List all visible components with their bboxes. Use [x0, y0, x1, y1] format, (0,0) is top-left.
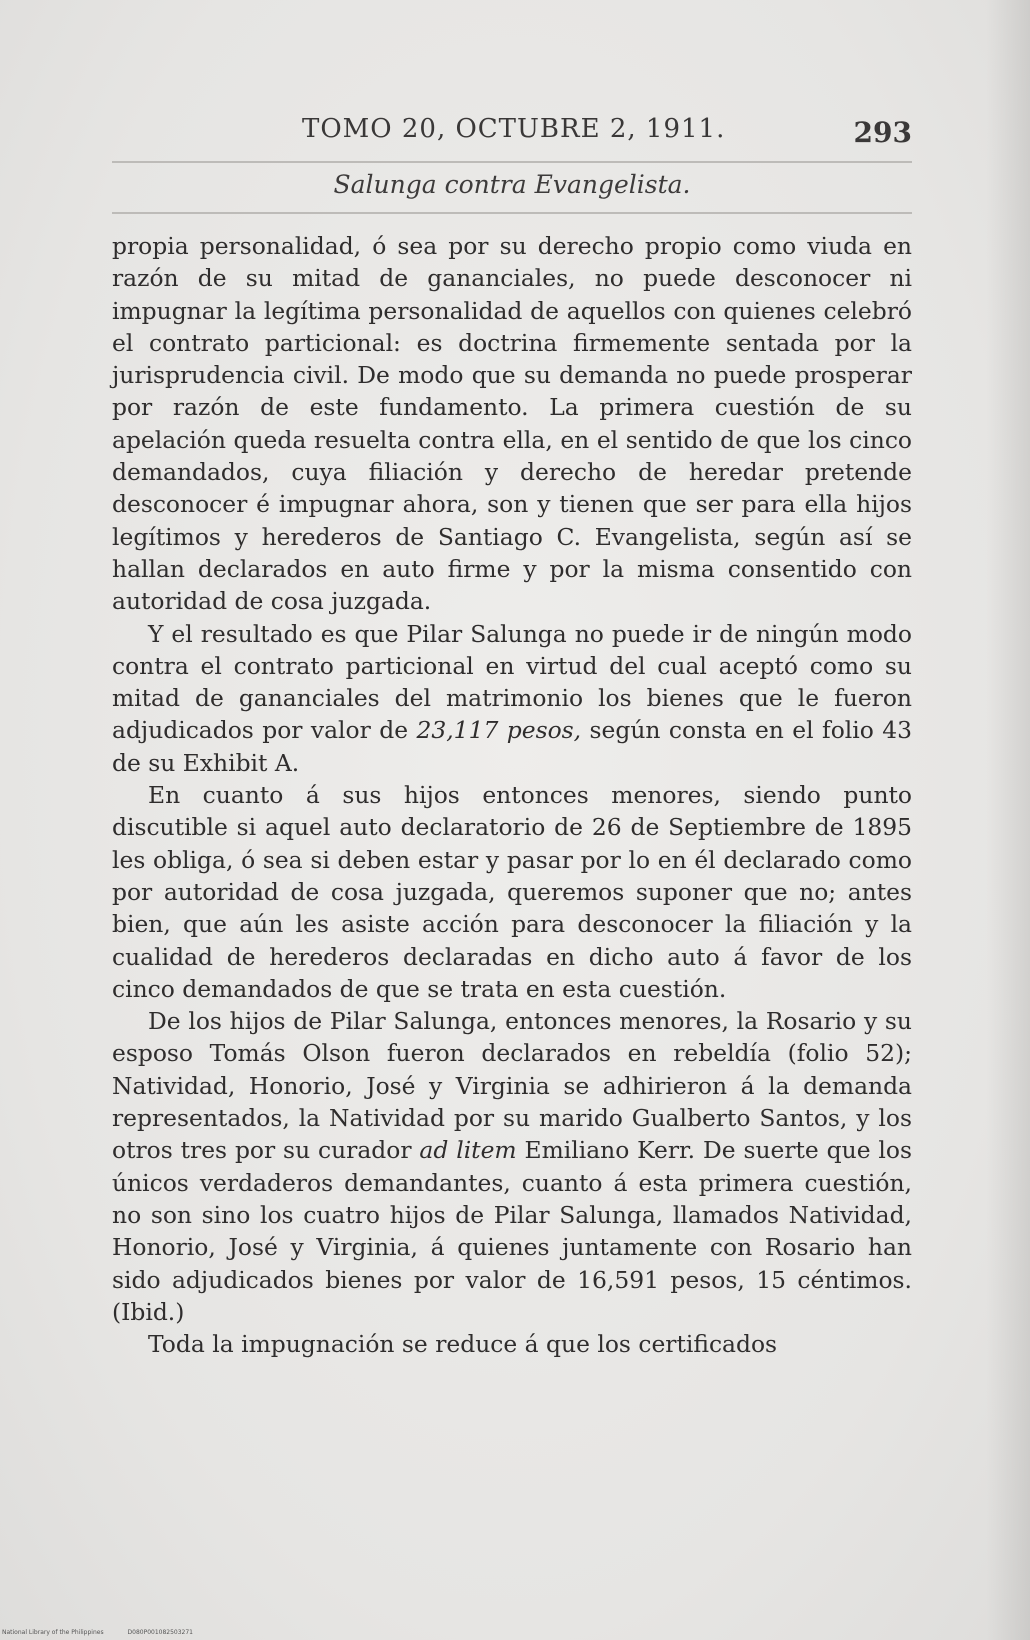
- case-title: Salunga contra Evangelista.: [333, 170, 691, 199]
- paragraph-2: [112, 618, 912, 779]
- paragraph-4-ad-litem: ad litem: [419, 1136, 517, 1165]
- footer-code: D080P001082503271: [127, 1629, 193, 1636]
- paragraph-4: [112, 1005, 912, 1328]
- paragraph-4-text-b: Emiliano Kerr. De suerte que los únicos verdaderos demandantes, cuanto á esta primera cuestión, no son sino los cuatro hijos de Pilar Salunga, llamados Natividad, Honorio, José y Virginia, á quienes juntamente con Rosario han sido adjudicados bienes por valor de 16,591 pesos, 15 céntimos. (Ibid.): [112, 1136, 912, 1326]
- paragraph-5: Toda la impugnación se reduce á que los certificados: [148, 1330, 778, 1359]
- running-head: [112, 114, 912, 154]
- page-edge-shadow: [986, 0, 1030, 1640]
- paragraph-3: En cuanto á sus hijos entonces menores, siendo punto discutible si aquel auto declaratorio de 26 de Septiembre de 1895 les obliga, ó sea si deben estar y pasar por lo en él declarado como por autoridad de cosa juzgada, queremos suponer que no; antes bien, que aún les asiste acción para desconocer la filiación y la cualidad de herederos declaradas en dicho auto á favor de los cinco demandados de que se trata en esta cuestión.: [112, 781, 912, 1003]
- paragraph-2-text-b: según consta en el folio 43 de su Exhibit A.: [112, 716, 913, 777]
- body-text: [112, 230, 912, 1360]
- paragraph-1: propia personalidad, ó sea por su derecho propio como viuda en razón de su mitad de gananciales, no puede desconocer ni impugnar la legítima personalidad de aquellos con quienes celebró el contrato particional: es doctrina firmemente sentada por la jurisprudencia civil. De modo que su demanda no puede prosperar por razón de este fundamento. La primera cuestión de su apelación queda resuelta contra ella, en el sentido de que los cinco demandados, cuya filiación y derecho de heredar pretende desconocer é impugnar ahora, son y tienen que ser para ella hijos legítimos y herederos de Santiago C. Evangelista, según así se hallan declarados en auto firme y por la misma consentido con autoridad de cosa juzgada.: [112, 232, 912, 616]
- header-rule-top: [112, 161, 912, 163]
- scan-footer: [2, 1629, 215, 1636]
- paragraph-2-amount: 23,117 pesos,: [416, 716, 582, 745]
- page-number: 293: [853, 116, 912, 149]
- paragraph-4-text-a: De los hijos de Pilar Salunga, entonces menores, la Rosario y su esposo Tomás Olson fueron declarados en rebeldía (folio 52); Natividad, Honorio, José y Virginia se adhirieron á la demanda representados, la Natividad por su marido Gualberto Santos, y los otros tres por su curador: [112, 1007, 912, 1165]
- running-head-title: TOMO 20, OCTUBRE 2, 1911.: [302, 114, 726, 144]
- footer-library: National Library of the Philippines: [2, 1629, 104, 1636]
- header-rule-bottom: [112, 212, 912, 214]
- paragraph-2-text-a: Y el resultado es que Pilar Salunga no puede ir de ningún modo contra el contrato particional en virtud del cual aceptó como su mitad de gananciales del matrimonio los bienes que le fueron adjudicados por valor de: [112, 619, 912, 745]
